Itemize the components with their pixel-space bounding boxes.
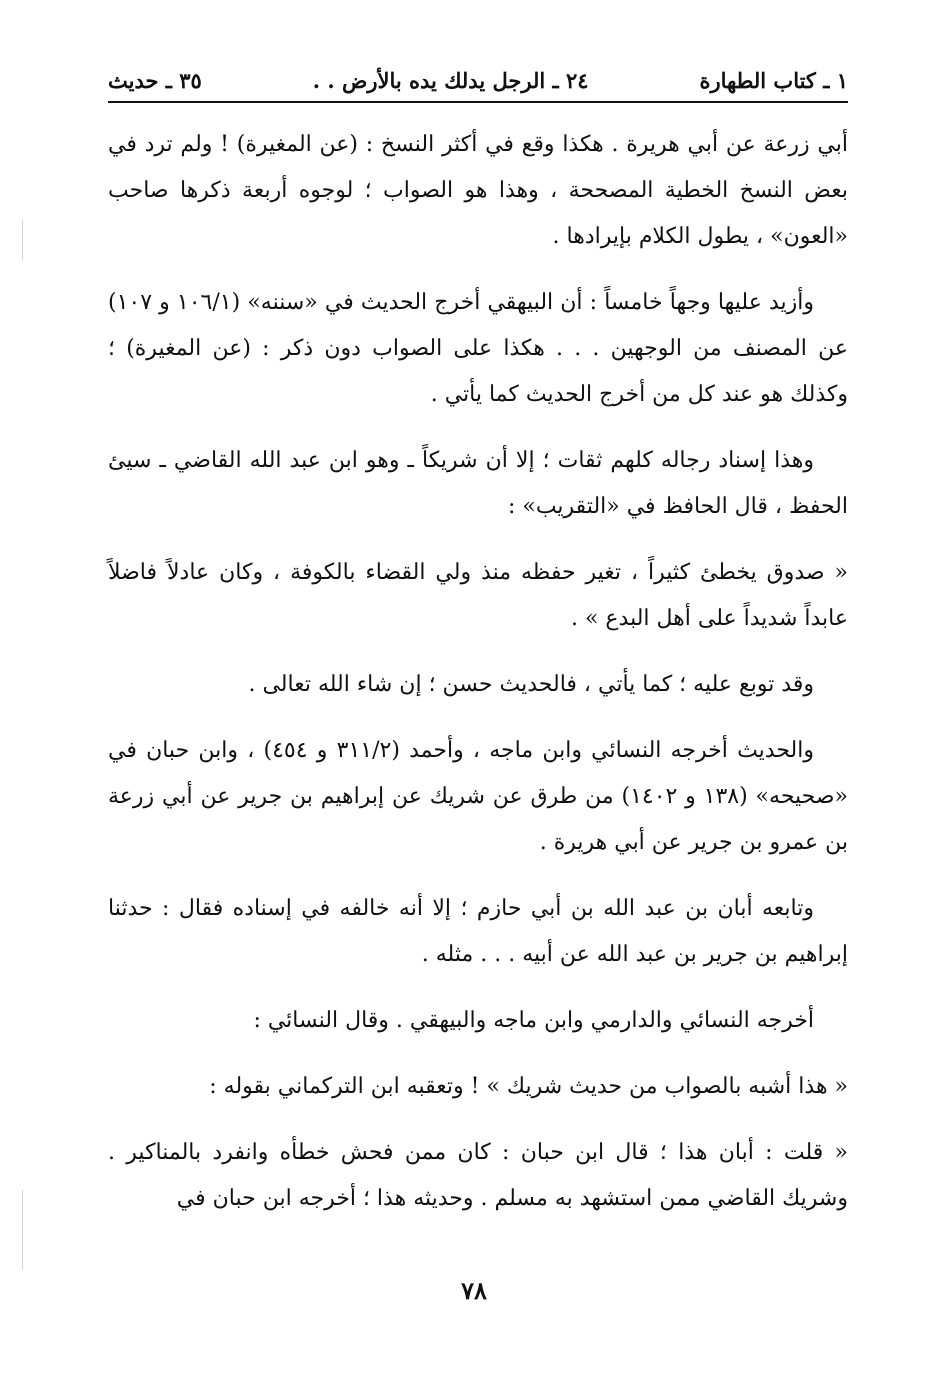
paragraph: وأزيد عليها وجهاً خامساً : أن البيهقي أخرج الحديث في «سننه» (١٠٦/١ و ١٠٧) عن المصنف من الوجهين . . . هكذا على الصواب دون ذكر : (عن المغيرة) ؛ وكذلك هو عند كل من أخرج الحديث كما يأتي . <box>108 290 848 407</box>
quotation-paragraph: « صدوق يخطئ كثيراً ، تغير حفظه منذ ولي القضاء بالكوفة ، وكان عادلاً فاضلاً عابداً شديداً على أهل البدع » . <box>108 560 849 631</box>
page-number: ٧٨ <box>461 1276 487 1305</box>
header-chapter-title: ٢٤ ـ الرجل يدلك يده بالأرض . . <box>312 67 589 93</box>
quotation-paragraph: « هذا أشبه بالصواب من حديث شريك » ! وتعقبه ابن التركماني بقوله : <box>209 1074 848 1099</box>
header-book-title: ١ ـ كتاب الطهارة <box>699 67 848 93</box>
page-body <box>108 122 848 1242</box>
scan-margin-mark <box>22 220 23 260</box>
header-hadith-number: ٣٥ ـ حديث <box>108 67 202 93</box>
paragraph: أخرجه النسائي والدارمي وابن ماجه والبيهقي . وقال النسائي : <box>253 1008 814 1033</box>
paragraph: وهذا إسناد رجاله كلهم ثقات ؛ إلا أن شريكاً ـ وهو ابن عبد الله القاضي ـ سيئ الحفظ ، قال الحافظ في «التقريب» : <box>108 448 848 519</box>
paragraph: وتابعه أبان بن عبد الله بن أبي حازم ؛ إلا أنه خالفه في إسناده فقال : حدثنا إبراهيم بن جرير بن عبد الله عن أبيه . . . مثله . <box>108 896 848 967</box>
header-divider <box>108 101 848 103</box>
paragraph: والحديث أخرجه النسائي وابن ماجه ، وأحمد (٣١١/٢ و ٤٥٤) ، وابن حبان في «صحيحه» (١٣٨ و ١٤٠٢) من طرق عن شريك عن إبراهيم بن جرير عن أبي زرعة بن عمرو بن جرير عن أبي هريرة . <box>108 738 848 855</box>
paragraph: وقد توبع عليه ؛ كما يأتي ، فالحديث حسن ؛ إن شاء الله تعالى . <box>248 672 814 697</box>
paragraph: أبي زرعة عن أبي هريرة . هكذا وقع في أكثر النسخ : (عن المغيرة) ! ولم ترد في بعض النسخ الخطية المصححة ، وهذا هو الصواب ؛ لوجوه أربعة ذكرها صاحب «العون» ، يطول الكلام بإيرادها . <box>108 132 848 249</box>
running-header <box>108 60 848 100</box>
quotation-paragraph: « قلت : أبان هذا ؛ قال ابن حبان : كان ممن فحش خطأه وانفرد بالمناكير . وشريك القاضي ممن استشهد به مسلم . وحديثه هذا ؛ أخرجه ابن حبان في <box>108 1140 848 1211</box>
scan-margin-mark <box>22 1190 23 1270</box>
